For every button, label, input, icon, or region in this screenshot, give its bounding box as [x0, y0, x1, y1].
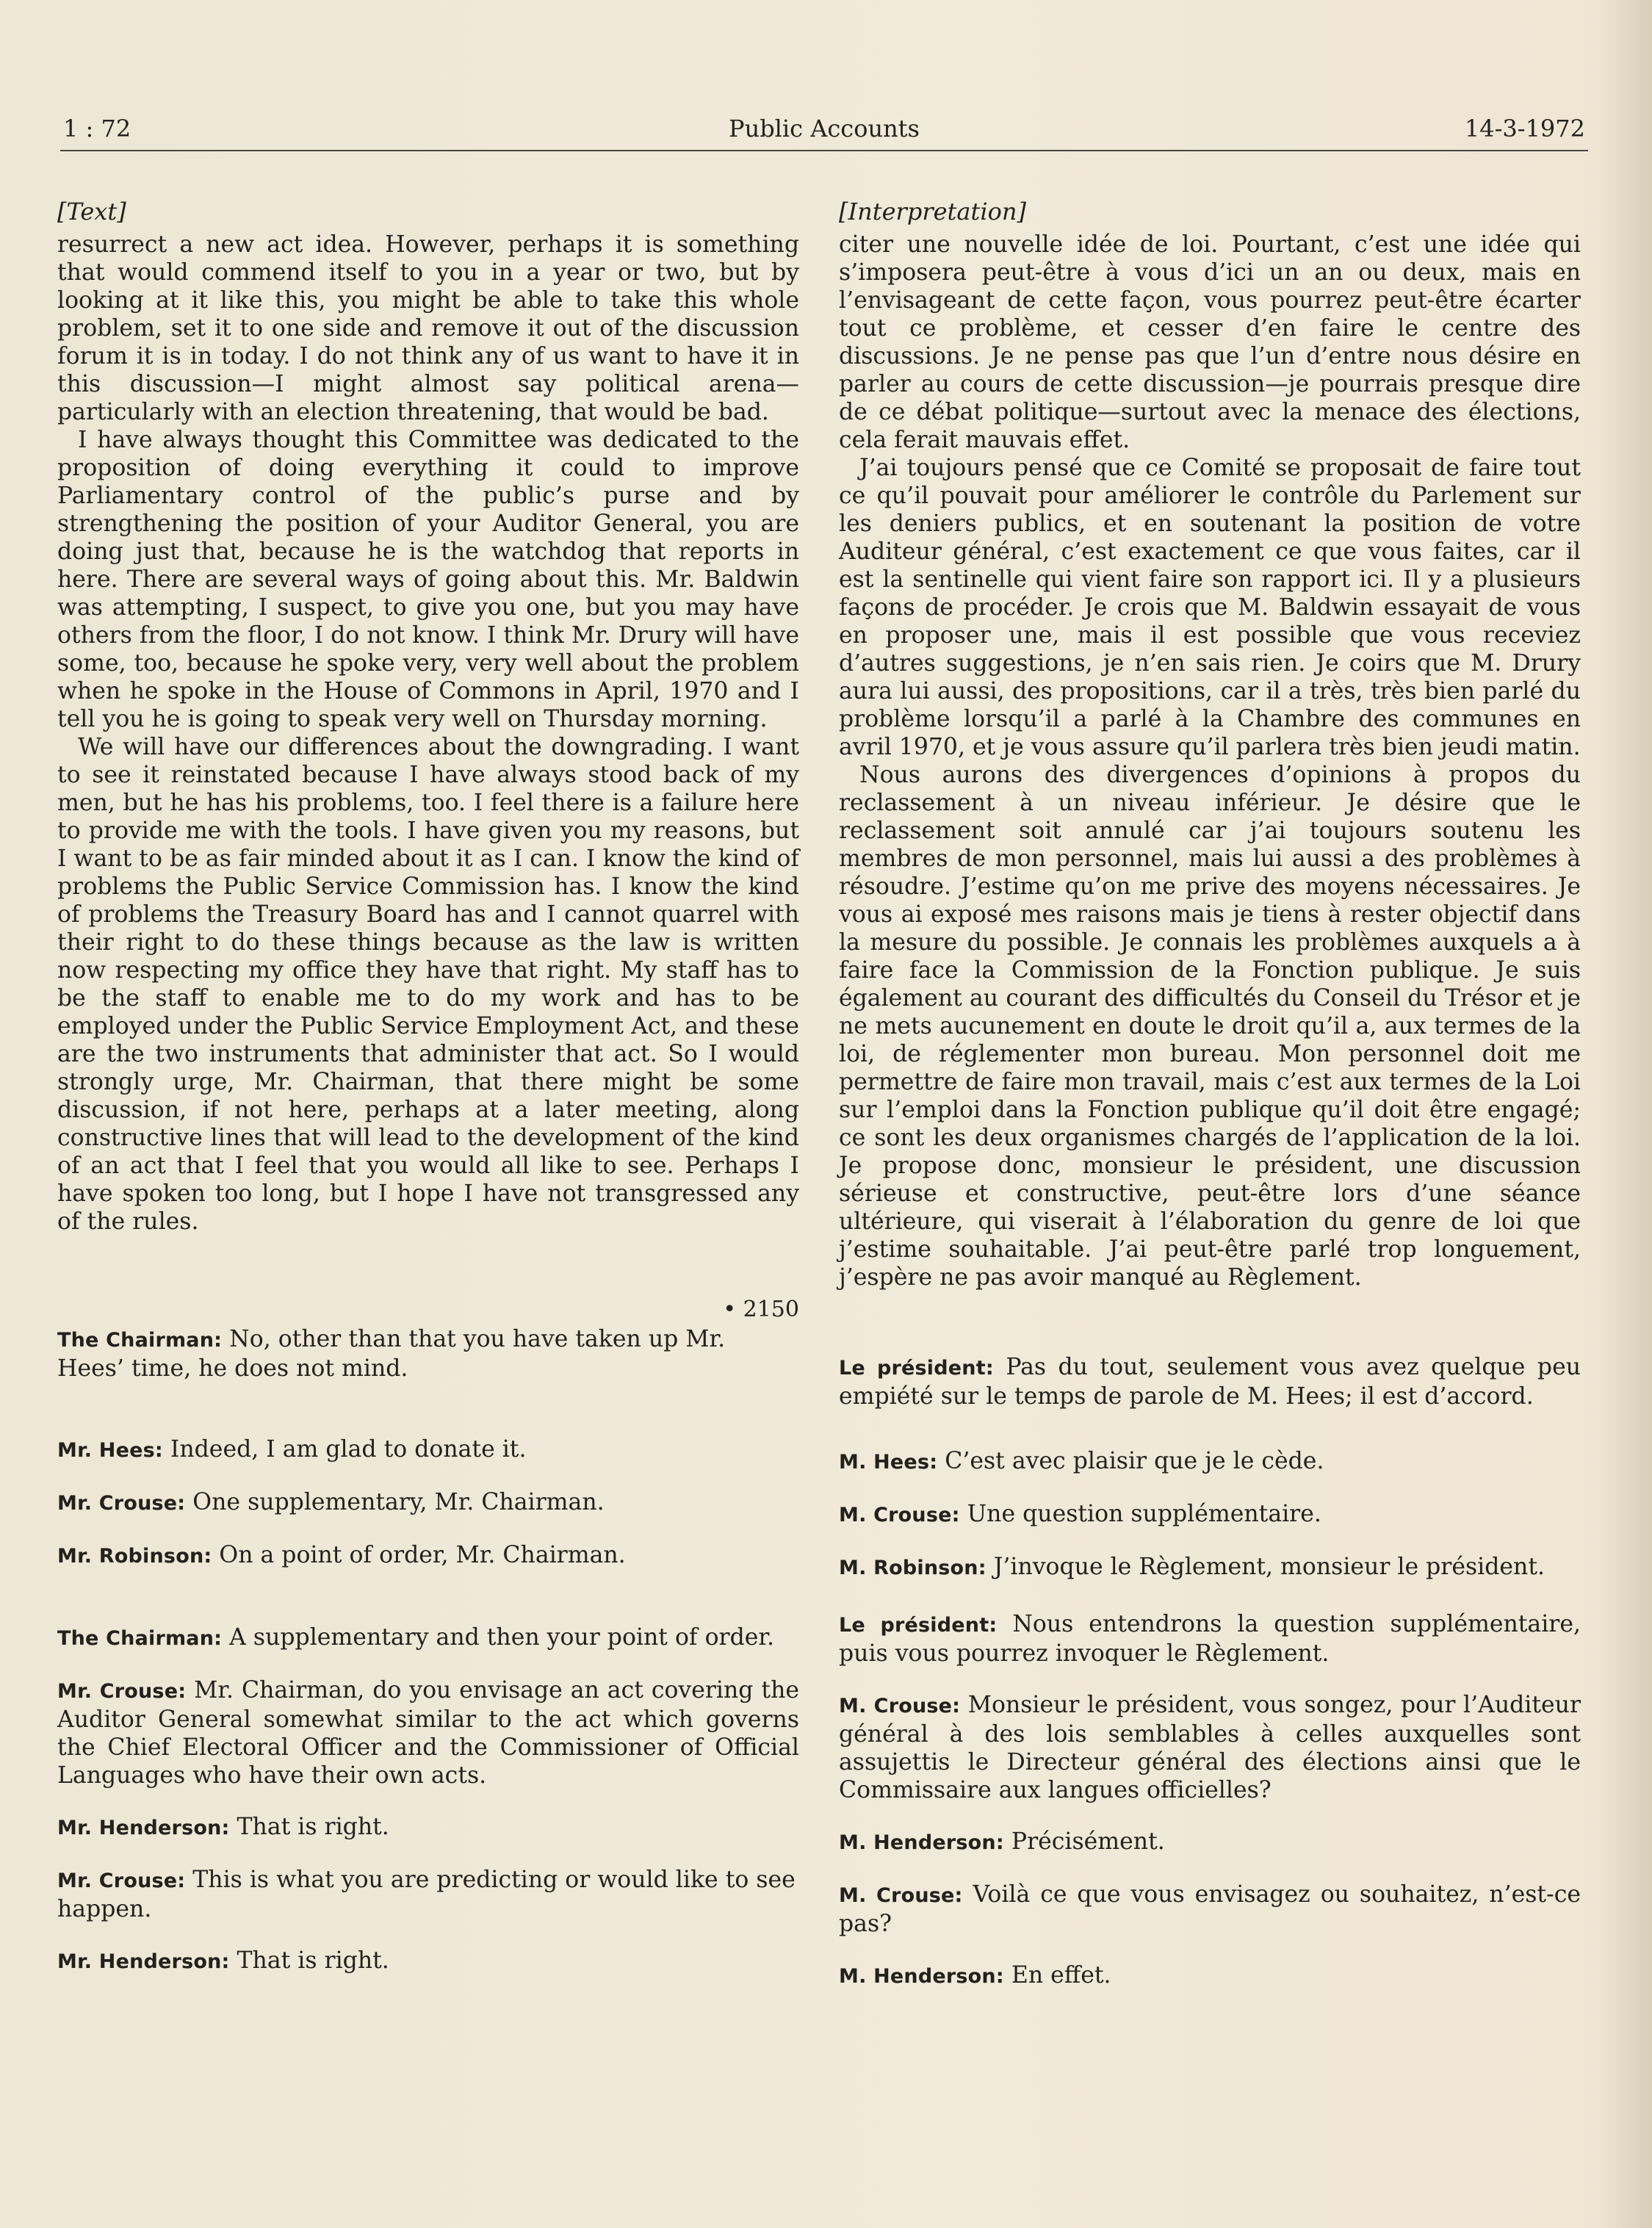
page-header [60, 112, 1588, 151]
speaker-name: Mr. Henderson: [57, 1950, 230, 1973]
speech-text: This is what you are predicting or would like to see happen. [57, 1867, 796, 1922]
speaker-name: M. Crouse: [839, 1884, 963, 1907]
page-date: 14-3-1972 [1464, 115, 1585, 143]
exchange [57, 1866, 799, 1923]
speaker-name: Mr. Robinson: [57, 1545, 212, 1568]
speech-text: Monsieur le président, vous songez, pour l’Auditeur général à des lois semblables à celles auxquelles sont assujettis le Directeur général des élections ainsi que le Commissaire aux langues officielles? [839, 1692, 1581, 1803]
speech-text: Précisément. [1011, 1828, 1165, 1855]
exchange [839, 1553, 1581, 1582]
speech-text: On a point of order, Mr. Chairman. [219, 1542, 626, 1568]
speech-text: Pas du tout, seulement vous avez quelque peu empiété sur le temps de parole de M. Hees; il est d’accord. [839, 1354, 1581, 1410]
exchange [839, 1353, 1581, 1410]
paragraph: Nous aurons des divergences d’opinions à propos du reclassement à un niveau inférieur. Je désire que le reclassement soit annulé car j’ai toujours soutenu les membres de mon personnel, mais lui aussi a des problèmes à résoudre. J’estime qu’on me prive des moyens nécessaires. Je vous ai exposé mes raisons mais je tiens à rester objectif dans la mesure du possible. Je connais les problèmes auxquels a à faire face la Commission de la Fonction publique. Je suis également au courant des difficultés du Conseil du Trésor et je ne mets aucunement en doute le droit qu’il a, aux termes de la loi, de réglementer mon bureau. Mon personnel doit me permettre de faire mon travail, mais c’est aux termes de la Loi sur l’emploi dans la Fonction publique qu’il doit être engagé; ce sont les deux organismes chargés de l’application de la loi. Je propose donc, monsieur le président, une discussion sérieuse et constructive, peut-être lors d’une séance ultérieure, qui viserait à l’élaboration du genre de loi que j’estime souhaitable. J’ai peut-être parlé trop longuement, j’espère ne pas avoir manqué au Règlement. [839, 762, 1581, 1291]
exchange [57, 1947, 799, 1976]
speaker-name: The Chairman: [57, 1627, 223, 1650]
exchange [57, 1813, 799, 1842]
speaker-name: M. Robinson: [839, 1557, 986, 1579]
speaker-name: M. Hees: [839, 1451, 938, 1474]
paragraph: citer une nouvelle idée de loi. Pourtant, c’est une idée qui s’imposera peut-être à vous d’ici un an ou deux, mais en l’envisageant de cette façon, vous pourrez peut-être écarter tout ce problème, et cesser d’en faire le centre des discussions. Je ne pense pas que l’un d’entre nous désire en parler au cours de cette discussion—je pourrais presque dire de ce débat politique—surtout avec la menace des élections, cela ferait mauvais effet. [839, 231, 1581, 453]
exchange [839, 1447, 1581, 1477]
exchange [57, 1325, 799, 1382]
exchange [839, 1961, 1581, 1991]
exchange [839, 1610, 1581, 1668]
english-column [57, 197, 799, 1976]
speaker-name: M. Crouse: [839, 1504, 960, 1526]
speech-text: That is right. [237, 1947, 389, 1974]
speech-text: Mr. Chairman, do you envisage an act covering the Auditor General somewhat similar to the act which governs the Chief Electoral Officer and the Commissioner of Official Languages who have their own acts. [57, 1677, 799, 1789]
speech-text: Indeed, I am glad to donate it. [170, 1436, 527, 1463]
exchange [57, 1676, 799, 1789]
exchange [839, 1881, 1581, 1938]
speaker-name: Le président: [839, 1357, 994, 1380]
speech-text: Voilà ce que vous envisagez ou souhaitez, n’est-ce pas? [839, 1881, 1581, 1937]
speech-text: J’invoque le Règlement, monsieur le président. [993, 1554, 1545, 1580]
speaker-name: M. Crouse: [839, 1695, 961, 1717]
text-label: [Text] [57, 198, 126, 226]
french-column [839, 197, 1581, 1991]
speaker-name: M. Henderson: [839, 1831, 1004, 1854]
speech-text: One supplementary, Mr. Chairman. [192, 1489, 605, 1515]
speech-text: No, other than that you have taken up Mr. Hees’ time, he does not mind. [57, 1326, 726, 1382]
exchange [57, 1435, 799, 1465]
speaker-name: Mr. Hees: [57, 1439, 163, 1462]
page-title: Public Accounts [729, 115, 920, 143]
speech-text: Une question supplémentaire. [967, 1501, 1321, 1527]
binding-edge-shadow [1601, 0, 1652, 2228]
paragraph: J’ai toujours pensé que ce Comité se proposait de faire tout ce qu’il pouvait pour améliorer le contrôle du Parlement sur les deniers publics, et en soutenant la position de votre Auditeur général, c’est exactement ce que vous faites, car il est la sentinelle qui vient faire son rapport ici. Il y a plusieurs façons de procéder. Je crois que M. Baldwin essayait de vous en proposer une, mais il est possible que vous receviez d’autres suggestions, je n’en sais rien. Je coirs que M. Drury aura lui aussi, des propositions, car il a très, très bien parlé du problème lorsqu’il a parlé à la Chambre des communes en avril 1970, et je vous assure qu’il parlera très bien jeudi matin. [839, 455, 1581, 760]
speaker-name: Mr. Henderson: [57, 1817, 230, 1839]
speaker-name: Mr. Crouse: [57, 1680, 187, 1703]
speech-text: En effet. [1011, 1962, 1111, 1989]
paragraph: I have always thought this Committee was dedicated to the proposition of doing everything it could to improve Parliamentary control of the public’s purse and by strengthening the position of your Auditor General, you are doing just that, because he is the watchdog that reports in here. There are several ways of going about this. Mr. Baldwin was attempting, I suspect, to give you one, but you may have others from the floor, I do not know. I think Mr. Drury will have some, too, because he spoke very, very well about the problem when he spoke in the House of Commons in April, 1970 and I tell you he is going to speak very well on Thursday morning. [57, 427, 799, 732]
exchange [839, 1500, 1581, 1529]
paragraph: We will have our differences about the downgrading. I want to see it reinstated because I have always stood back of my men, but he has his problems, too. I feel there is a failure here to provide me with the tools. I have given you my reasons, but I want to be as fair minded about it as I can. I know the kind of problems the Public Service Commission has. I know the kind of problems the Treasury Board has and I cannot quarrel with their right to do these things because as the law is written now respecting my office they have that right. My staff has to be the staff to enable me to do my work and has to be employed under the Public Service Employment Act, and these are the two instruments that administer that act. So I would strongly urge, Mr. Chairman, that there might be some discussion, if not here, perhaps at a later meeting, along constructive lines that will lead to the development of the kind of an act that I feel that you would all like to see. Perhaps I have spoken too long, but I hope I have not transgressed any of the rules. [57, 734, 799, 1235]
speech-text: Nous entendrons la question supplémentaire, puis vous pourrez invoquer le Règlement. [839, 1611, 1581, 1667]
speaker-name: M. Henderson: [839, 1965, 1004, 1988]
speaker-name: Mr. Crouse: [57, 1870, 186, 1892]
page-number: 1 : 72 [63, 115, 131, 143]
speaker-name: The Chairman: [57, 1329, 223, 1352]
speech-text: A supplementary and then your point of order. [229, 1624, 775, 1651]
exchange [839, 1691, 1581, 1804]
interpretation-label: [Interpretation] [839, 198, 1026, 226]
speaker-name: Le président: [839, 1614, 998, 1637]
exchange [57, 1541, 799, 1571]
speech-text: That is right. [237, 1814, 389, 1840]
exchange [57, 1623, 799, 1653]
paragraph: resurrect a new act idea. However, perhaps it is something that would commend itself to you in a year or two, but by looking at it like this, you might be able to take this whole problem, set it to one side and remove it out of the discussion forum it is in today. I do not think any of us want to have it in this discussion—I might almost say political arena—particularly with an election threatening, that would be bad. [57, 231, 799, 425]
time-marker: • 2150 [723, 1297, 799, 1322]
exchange [839, 1828, 1581, 1857]
speaker-name: Mr. Crouse: [57, 1492, 186, 1515]
exchange [57, 1488, 799, 1518]
speech-text: C’est avec plaisir que je le cède. [945, 1448, 1324, 1474]
